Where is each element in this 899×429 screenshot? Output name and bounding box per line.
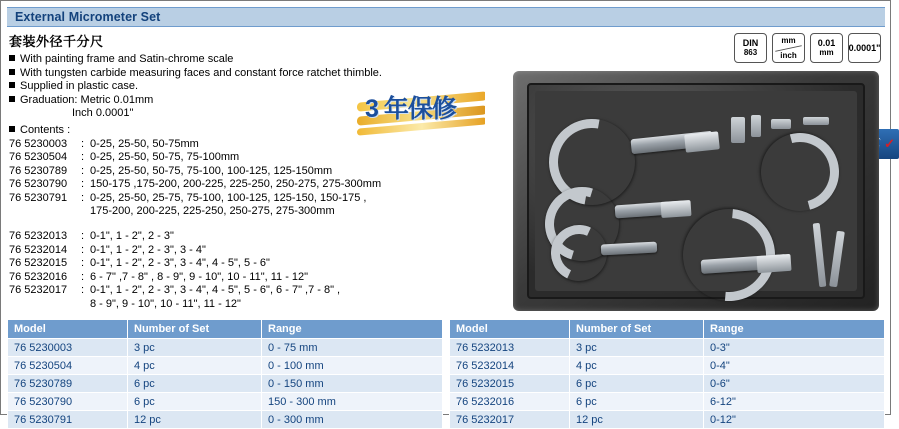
- feature-text: Supplied in plastic case.: [20, 80, 139, 92]
- column-header-range: Range: [704, 320, 885, 339]
- cell-range: 0-3": [704, 339, 885, 357]
- micrometer-thimble: [684, 131, 720, 152]
- cell-set: 6 pc: [570, 375, 704, 393]
- standard-badges: [734, 33, 881, 63]
- content-item: 76 5232017 : 0-1", 1 - 2", 2 - 3", 3 - 4", 4 - 5", 5 - 6", 6 - 7" ,7 - 8" ,: [9, 284, 341, 297]
- cell-range: 0 - 75 mm: [262, 339, 443, 357]
- mm-inch-slash: [772, 34, 805, 62]
- cell-range: 0 - 150 mm: [262, 375, 443, 393]
- cell-model: 76 5232013: [450, 339, 570, 357]
- table-row: [450, 339, 885, 357]
- din-863-line1: DIN: [742, 38, 759, 48]
- column-header-number-of-set: Number of Set: [570, 320, 704, 339]
- table-row: [450, 411, 885, 429]
- bullet-square-icon: [9, 69, 15, 75]
- content-code: 76 5232017: [9, 284, 68, 297]
- setting-standard: [751, 115, 761, 137]
- product-photo: [485, 63, 895, 318]
- content-code: 76 5230790: [9, 178, 68, 191]
- table-header-row: [8, 320, 443, 339]
- cell-set: 3 pc: [570, 339, 704, 357]
- graduation-metric-line1: 0.01: [817, 38, 836, 48]
- table-row: [8, 357, 443, 375]
- table-row: [8, 411, 443, 429]
- content-range-cont: 8 - 9", 9 - 10", 10 - 11", 11 - 12": [90, 298, 241, 311]
- cell-set: 4 pc: [570, 357, 704, 375]
- contents-label: Contents :: [20, 123, 71, 136]
- content-range: 0-1", 1 - 2", 2 - 3", 3 - 4": [90, 243, 206, 256]
- graduation-inch: Inch 0.0001": [72, 107, 134, 119]
- feature-bullet: [9, 67, 479, 81]
- content-item: 76 5232016 : 6 - 7" ,7 - 8" , 8 - 9", 9 - 10", 10 - 11", 11 - 12": [9, 270, 309, 283]
- micrometer-thimble: [756, 254, 791, 273]
- cell-set: 6 pc: [128, 393, 262, 411]
- cell-set: 6 pc: [128, 375, 262, 393]
- table-row: [8, 393, 443, 411]
- feature-text: With painting frame and Satin-chrome scale: [20, 53, 234, 65]
- content-range: 0-25, 25-50, 25-75, 75-100, 100-125, 125-150, 150-175 ,: [90, 191, 367, 204]
- din-863-line2: 863: [743, 48, 758, 57]
- warranty-ribbon: [357, 87, 487, 135]
- mm-inch-line2: inch: [780, 51, 797, 60]
- content-range: 0-25, 25-50, 50-75mm: [90, 137, 199, 150]
- bullet-square-icon: [9, 126, 15, 132]
- content-item: 76 5232015 : 0-1", 1 - 2", 2 - 3", 3 - 4", 4 - 5", 5 - 6": [9, 257, 270, 270]
- mm-inch-line1: mm: [781, 36, 796, 45]
- cell-set: 12 pc: [128, 411, 262, 429]
- spanner-wrench: [813, 223, 827, 287]
- case-inner: [527, 83, 865, 299]
- column-header-model: Model: [8, 320, 128, 339]
- feature-text: With tungsten carbide measuring faces and constant force ratchet thimble.: [20, 66, 382, 79]
- cell-model: 76 5230789: [8, 375, 128, 393]
- content-range: 0-25, 25-50, 50-75, 75-100, 100-125, 125-150mm: [90, 164, 333, 177]
- content-code: 76 5232015: [9, 257, 68, 270]
- cell-model: 76 5232017: [450, 411, 570, 429]
- cell-set: 6 pc: [570, 393, 704, 411]
- spacer: [9, 219, 479, 230]
- table-row: [450, 357, 885, 375]
- content-range: 0-1", 1 - 2", 2 - 3", 3 - 4", 4 - 5", 5 - 6", 6 - 7" ,7 - 8" ,: [90, 284, 341, 297]
- content-code: 76 5230504: [9, 151, 68, 164]
- content-item: 76 5232013 : 0-1", 1 - 2", 2 - 3": [9, 230, 174, 243]
- micrometer-thimble: [660, 200, 691, 218]
- content-range-cont: 175-200, 200-225, 225-250, 250-275, 275-300mm: [90, 205, 335, 218]
- setting-standard: [803, 117, 829, 125]
- warranty-text: 3 年保修: [365, 95, 456, 123]
- content-range: 0-1", 1 - 2", 2 - 3": [90, 230, 174, 243]
- case-outer: [513, 71, 879, 311]
- page-title: External Micrometer Set: [15, 10, 161, 24]
- content-code: 76 5232014: [9, 243, 68, 256]
- setting-standard: [771, 119, 791, 129]
- column-header-model: Model: [450, 320, 570, 339]
- content-item: 76 5232014 : 0-1", 1 - 2", 2 - 3", 3 - 4": [9, 243, 206, 256]
- feature-bullet: [9, 53, 479, 67]
- cell-model: 76 5232016: [450, 393, 570, 411]
- mm-inch-icon: [772, 33, 805, 63]
- content-range: 0-1", 1 - 2", 2 - 3", 3 - 4", 4 - 5", 5 - 6": [90, 257, 270, 270]
- table-row: [8, 339, 443, 357]
- din-863-icon: [734, 33, 767, 63]
- table-row: [450, 393, 885, 411]
- column-header-number-of-set: Number of Set: [128, 320, 262, 339]
- content-item: 76 5230790 : 150-175 ,175-200, 200-225, 225-250, 250-275, 275-300mm: [9, 178, 382, 191]
- graduation-metric: Metric 0.01mm: [80, 93, 154, 106]
- spec-tables: [7, 319, 885, 429]
- page-title-bar: [7, 7, 885, 27]
- graduation-metric-icon: [810, 33, 843, 63]
- content-item: 76 5230003 : 0-25, 25-50, 50-75mm: [9, 137, 199, 150]
- graduation-inch-line1: 0.0001": [848, 42, 881, 53]
- bullet-square-icon: [9, 82, 15, 88]
- check-icon: ✓: [884, 136, 895, 151]
- foam-insert: [535, 91, 857, 291]
- metric-spec-table: [7, 319, 443, 429]
- cell-range: 0-12": [704, 411, 885, 429]
- setting-standard: [731, 117, 745, 143]
- inch-spec-table: [449, 319, 885, 429]
- cell-model: 76 5230504: [8, 357, 128, 375]
- cell-model: 76 5230790: [8, 393, 128, 411]
- cell-range: 0 - 300 mm: [262, 411, 443, 429]
- content-item: 76 5230791 : 0-25, 25-50, 25-75, 75-100, 100-125, 125-150, 150-175 ,: [9, 191, 367, 204]
- graduation-metric-line2: mm: [819, 48, 834, 57]
- bullet-square-icon: [9, 96, 15, 102]
- micrometer-frame: [747, 119, 854, 226]
- cell-range: 0-4": [704, 357, 885, 375]
- cell-model: 76 5232015: [450, 375, 570, 393]
- table-header-row: [450, 320, 885, 339]
- content-code: 76 5230789: [9, 164, 68, 177]
- cell-set: 12 pc: [570, 411, 704, 429]
- cell-range: 0-6": [704, 375, 885, 393]
- graduation-label: Graduation:: [20, 93, 78, 106]
- content-code: 76 5230791: [9, 191, 68, 204]
- content-range: 150-175 ,175-200, 200-225, 225-250, 250-275, 275-300mm: [90, 178, 382, 191]
- content-code: 76 5232013: [9, 230, 68, 243]
- cell-range: 150 - 300 mm: [262, 393, 443, 411]
- table-row: [8, 375, 443, 393]
- cell-model: 76 5230791: [8, 411, 128, 429]
- content-range: 6 - 7" ,7 - 8" , 8 - 9", 9 - 10", 10 - 11", 11 - 12": [90, 270, 309, 283]
- cell-set: 4 pc: [128, 357, 262, 375]
- cell-set: 3 pc: [128, 339, 262, 357]
- micrometer-barrel: [601, 242, 657, 256]
- table-row: [450, 375, 885, 393]
- description-block: [9, 31, 479, 312]
- content-item: 76 5230789 : 0-25, 25-50, 50-75, 75-100, 100-125, 125-150mm: [9, 164, 333, 177]
- setting-standard: [829, 231, 845, 288]
- cell-model: 76 5232014: [450, 357, 570, 375]
- graduation-inch-icon: [848, 33, 881, 63]
- bullet-square-icon: [9, 55, 15, 61]
- cell-range: 6-12": [704, 393, 885, 411]
- content-code: 76 5232016: [9, 270, 68, 283]
- content-code: 76 5230003: [9, 137, 68, 150]
- cell-range: 0 - 100 mm: [262, 357, 443, 375]
- cell-model: 76 5230003: [8, 339, 128, 357]
- chinese-title: 套装外径千分尺: [9, 34, 104, 49]
- content-range: 0-25, 25-50, 50-75, 75-100mm: [90, 151, 240, 164]
- content-item: 76 5230504 : 0-25, 25-50, 50-75, 75-100mm: [9, 151, 240, 164]
- column-header-range: Range: [262, 320, 443, 339]
